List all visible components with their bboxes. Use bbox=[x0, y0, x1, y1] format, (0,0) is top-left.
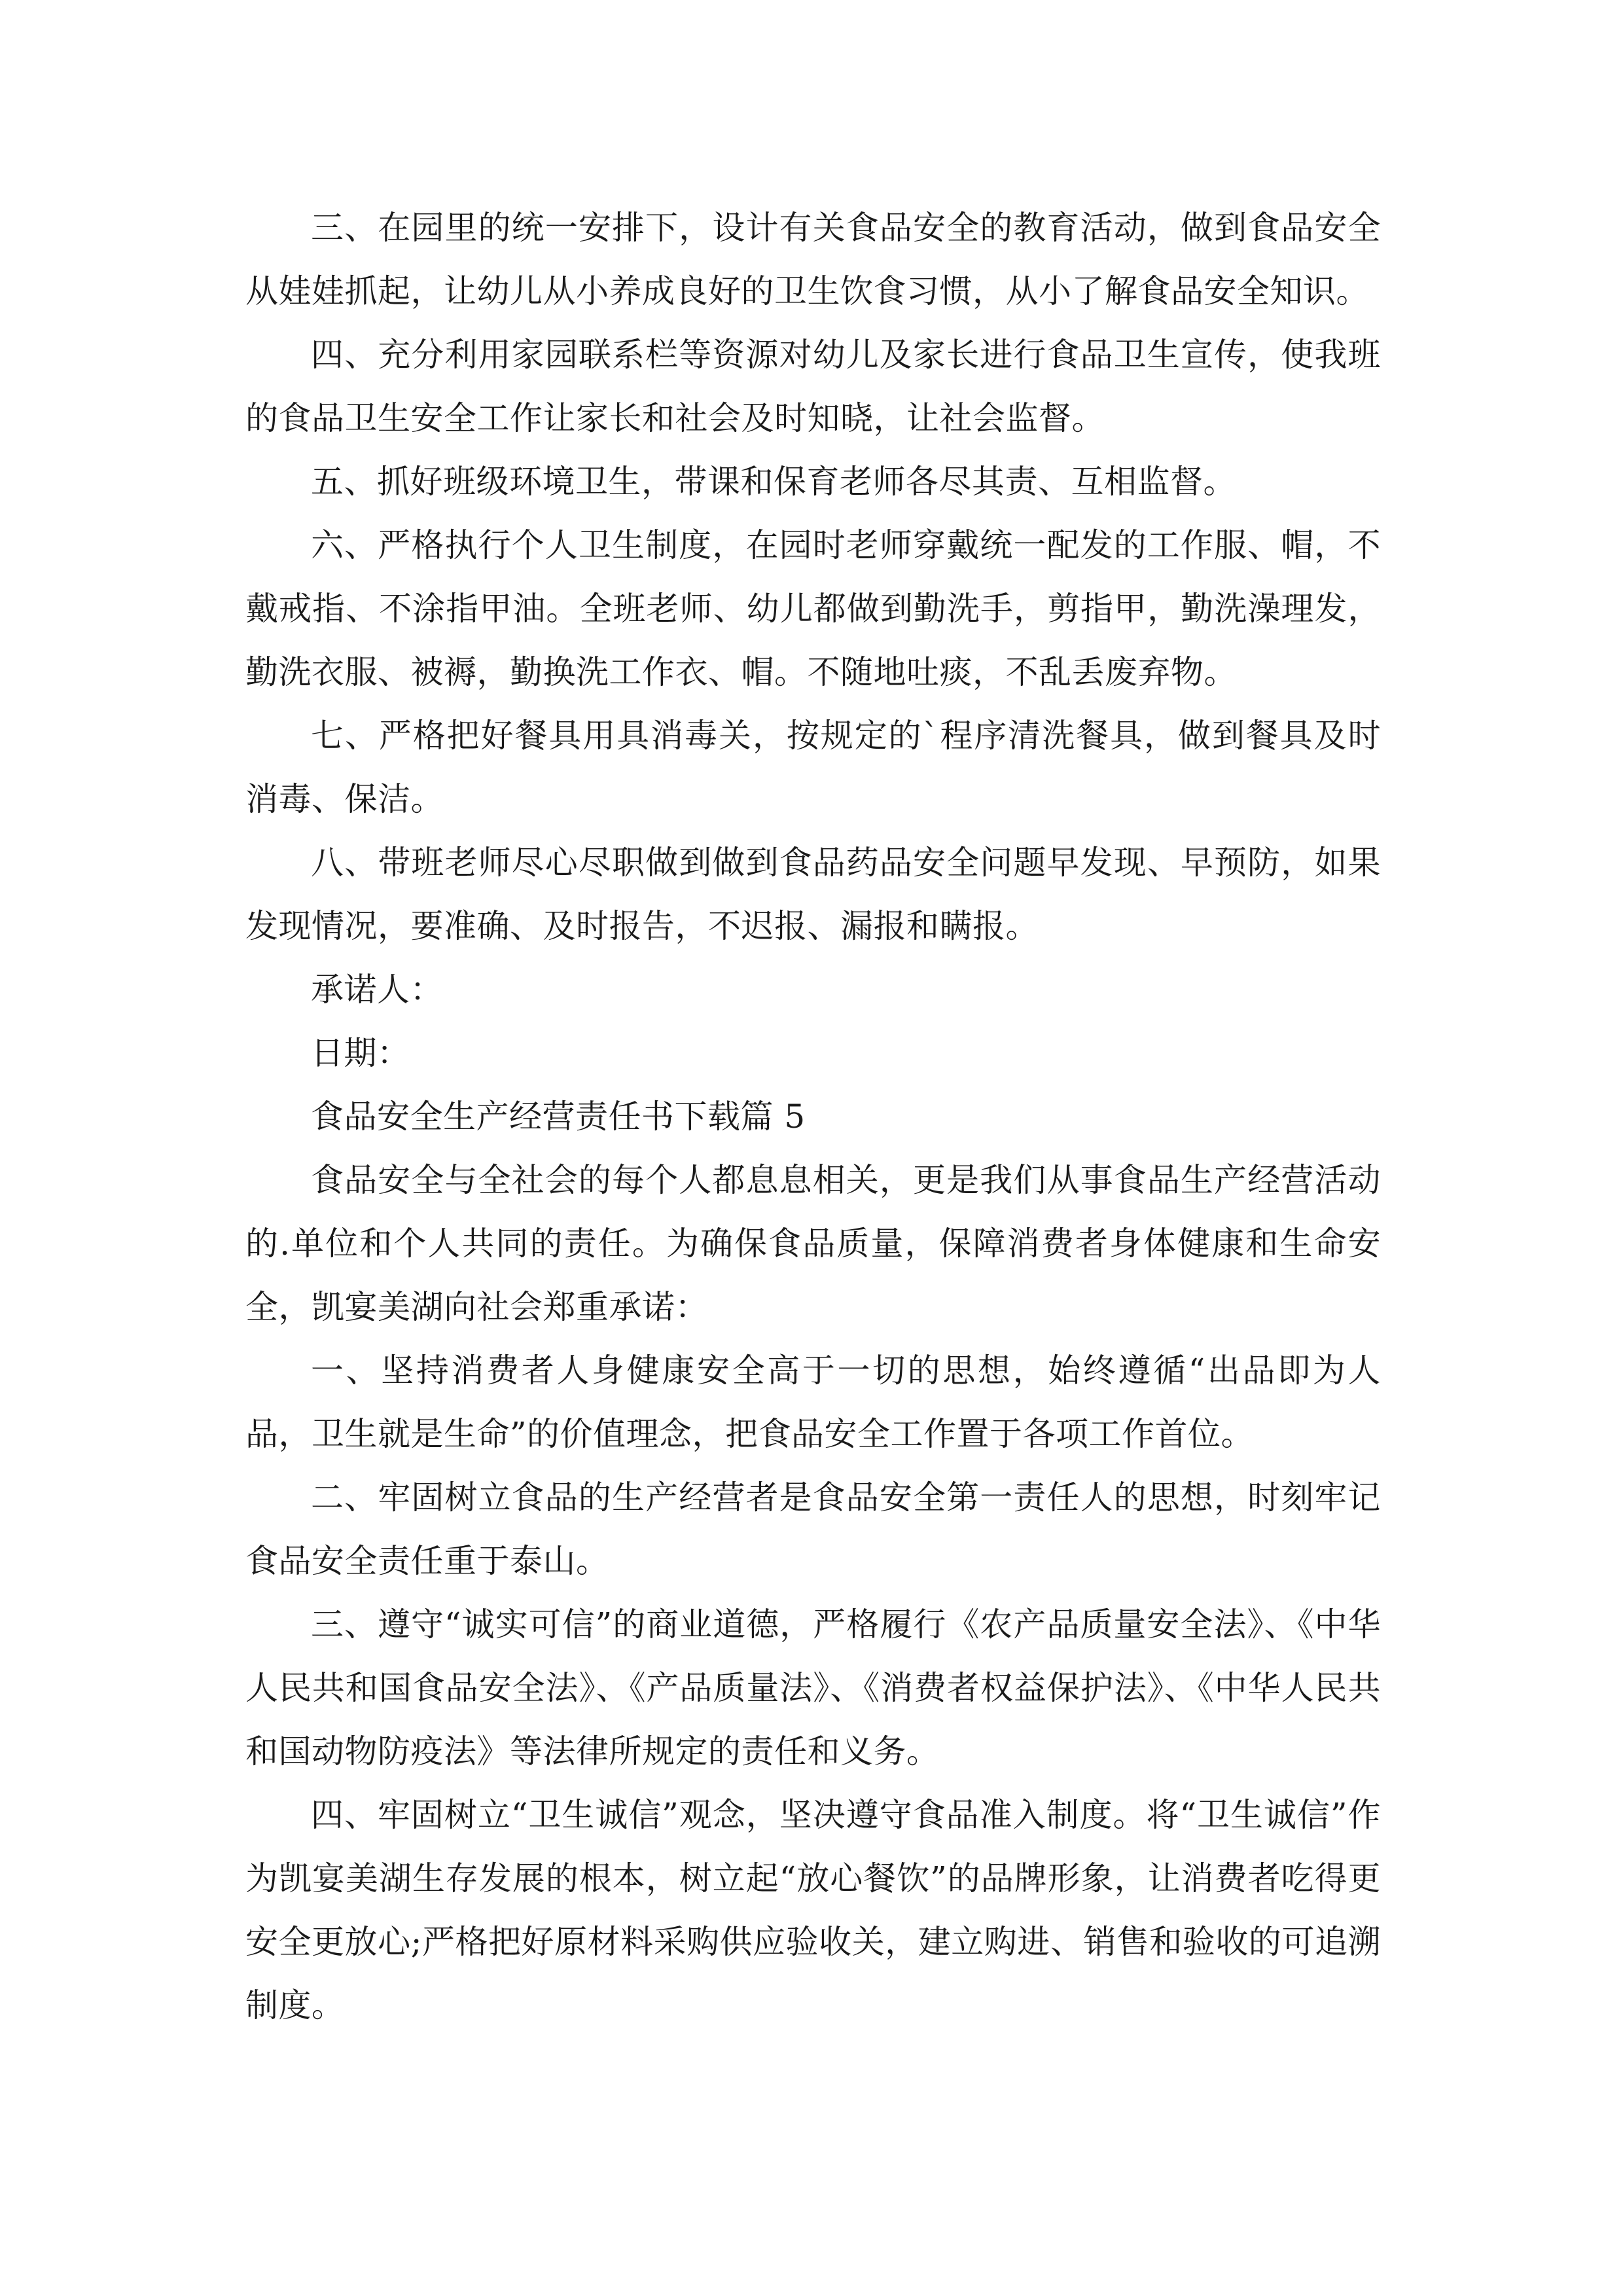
date-label: 日期： bbox=[311, 1034, 410, 1072]
paragraph-item-3-laws: 三、遵守“诚实可信”的商业道德，严格履行《农产品质量安全法》、《中华人民共和国食品安全法》、《产品质量法》、《消费者权益保护法》、《中华人民共和国动物防疫法》等法律所规定的责任和义务。 bbox=[245, 1605, 1381, 1770]
document-body bbox=[245, 196, 1381, 2037]
promisor-label: 承诺人： bbox=[311, 971, 443, 1009]
paragraph-item-6-personal-hygiene: 六、严格执行个人卫生制度，在园时老师穿戴统一配发的工作服、帽，不戴戒指、不涂指甲油。全班老师、幼儿都做到勤洗手，剪指甲，勤洗澡理发，勤洗衣服、被褥，勤换洗工作衣、帽。不随地吐痰，不乱丢废弃物。 bbox=[245, 526, 1381, 691]
paragraph-item-8-reporting: 八、带班老师尽心尽职做到做到食品药品安全问题早发现、早预防，如果发现情况，要准确、及时报告，不迟报、漏报和瞒报。 bbox=[245, 844, 1381, 945]
paragraph-item-3-education: 三、在园里的统一安排下，设计有关食品安全的教育活动，做到食品安全从娃娃抓起，让幼儿从小养成良好的卫生饮食习惯，从小了解食品安全知识。 bbox=[245, 209, 1381, 310]
intro-paragraph: 食品安全与全社会的每个人都息息相关，更是我们从事食品生产经营活动的.单位和个人共同的责任。为确保食品质量，保障消费者身体健康和生命安全，凯宴美湖向社会郑重承诺： bbox=[245, 1161, 1381, 1326]
paragraph-item-4-integrity: 四、牢固树立“卫生诚信”观念，坚决遵守食品准入制度。将“卫生诚信”作为凯宴美湖生存发展的根本，树立起“放心餐饮”的品牌形象，让消费者吃得更安全更放心;严格把好原材料采购供应验收关，建立购进、销售和验收的可追溯制度。 bbox=[245, 1796, 1381, 2024]
paragraph-item-4-publicity: 四、充分利用家园联系栏等资源对幼儿及家长进行食品卫生宣传，使我班的食品卫生安全工作让家长和社会及时知晓，让社会监督。 bbox=[245, 336, 1381, 437]
paragraph-item-1-health-first: 一、坚持消费者人身健康安全高于一切的思想，始终遵循“出品即为人品，卫生就是生命”的价值理念，把食品安全工作置于各项工作首位。 bbox=[245, 1352, 1381, 1453]
paragraph-item-2-responsibility: 二、牢固树立食品的生产经营者是食品安全第一责任人的思想，时刻牢记食品安全责任重于泰山。 bbox=[245, 1479, 1381, 1580]
paragraph-item-7-disinfection: 七、严格把好餐具用具消毒关，按规定的`程序清洗餐具，做到餐具及时消毒、保洁。 bbox=[245, 717, 1381, 818]
section-title: 食品安全生产经营责任书下载篇 5 bbox=[311, 1098, 806, 1136]
paragraph-item-5-hygiene: 五、抓好班级环境卫生，带课和保育老师各尽其责、互相监督。 bbox=[311, 463, 1236, 501]
